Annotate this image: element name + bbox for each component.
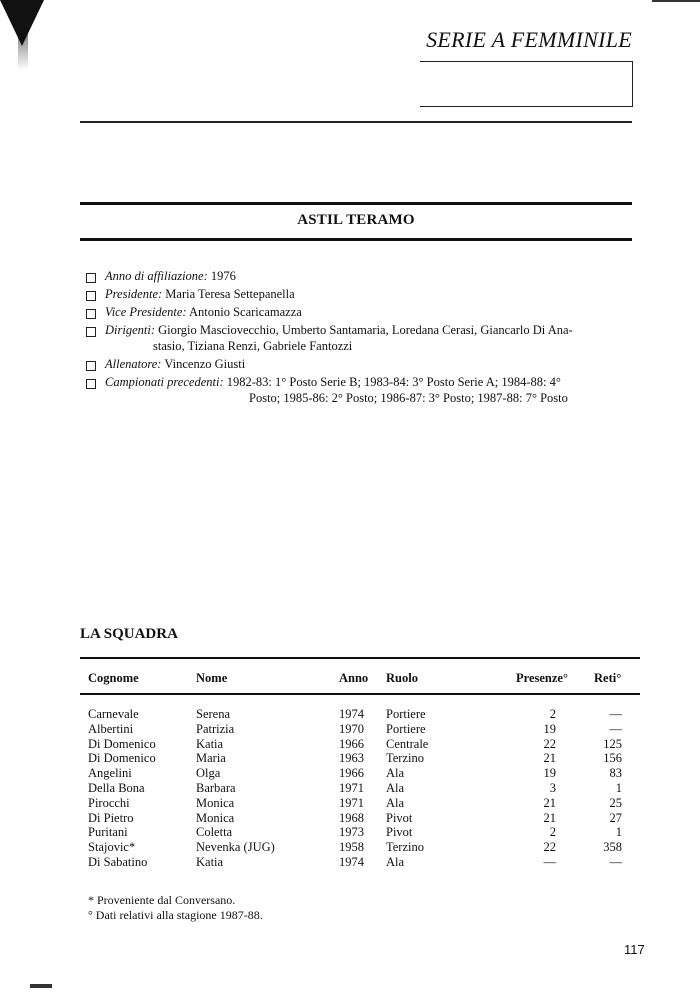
cell-anno: 1966 <box>339 766 364 781</box>
cell-presenze: 19 <box>543 766 556 781</box>
header-divider <box>80 121 632 123</box>
column-header-cognome: Cognome <box>88 671 139 685</box>
info-item-president <box>86 286 646 302</box>
cell-anno: 1968 <box>339 810 364 825</box>
table-row <box>0 840 700 855</box>
table-row <box>0 796 700 811</box>
info-value: Maria Teresa Settepanella <box>165 287 295 301</box>
column-header-presenze: Presenze° <box>516 671 568 685</box>
cell-reti: 1 <box>615 825 622 840</box>
cell-anno: 1958 <box>339 840 364 855</box>
cell-cognome: Angelini <box>88 766 132 781</box>
team-rule-top <box>80 202 632 205</box>
cell-ruolo: Portiere <box>386 721 426 736</box>
cell-nome: Barbara <box>196 780 236 795</box>
cell-cognome: Di Domenico <box>88 751 156 766</box>
cell-cognome: Albertini <box>88 721 134 736</box>
checkbox-square-icon <box>86 273 96 283</box>
cell-nome: Katia <box>196 854 224 869</box>
info-value: 1976 <box>210 269 236 283</box>
table-row <box>0 751 700 766</box>
cell-anno: 1963 <box>339 751 364 766</box>
cell-reti: 25 <box>609 795 622 810</box>
cell-ruolo: Pivot <box>386 810 413 825</box>
cell-ruolo: Ala <box>386 766 405 781</box>
cell-presenze: — <box>543 854 556 869</box>
footnote-transfer: * Proveniente dal Conversano. <box>88 893 236 907</box>
info-item-coach <box>86 356 646 372</box>
cell-nome: Katia <box>196 736 224 751</box>
checkbox-square-icon <box>86 361 96 371</box>
cell-reti: 27 <box>609 810 622 825</box>
table-row <box>0 855 700 870</box>
corner-print-smudge <box>18 0 28 70</box>
cell-anno: 1971 <box>339 780 364 795</box>
cell-reti: 358 <box>603 840 622 855</box>
info-value: Antonio Scaricamazza <box>189 305 302 319</box>
table-row <box>0 825 700 840</box>
column-header-nome: Nome <box>196 671 228 685</box>
cell-reti: 156 <box>603 751 622 766</box>
cell-ruolo: Portiere <box>386 707 426 721</box>
info-label: Presidente: <box>105 287 163 301</box>
roster-rule-top <box>80 657 640 659</box>
footnotes <box>88 893 263 923</box>
cell-presenze: 22 <box>543 736 556 751</box>
info-label: Vice Presidente: <box>105 305 187 319</box>
table-row <box>0 737 700 752</box>
table-row <box>0 766 700 781</box>
cell-ruolo: Ala <box>386 854 405 869</box>
cell-cognome: Di Pietro <box>88 810 134 825</box>
team-rule-bottom <box>80 238 632 241</box>
cell-nome: Monica <box>196 810 235 825</box>
info-item-dirigenti <box>86 322 646 354</box>
cell-ruolo: Terzino <box>386 751 424 766</box>
cell-anno: 1974 <box>339 707 364 721</box>
cell-presenze: 2 <box>549 825 556 840</box>
page-number: 117 <box>624 942 645 957</box>
cell-anno: 1971 <box>339 795 364 810</box>
cell-ruolo: Pivot <box>386 825 413 840</box>
cell-cognome: Stajovic* <box>88 840 136 855</box>
info-value: Giorgio Masciovecchio, Umberto Santamaria, Loredana Cerasi, Giancarlo Di Ana- <box>158 323 573 337</box>
checkbox-square-icon <box>86 291 96 301</box>
info-value: 1982-83: 1° Posto Serie B; 1983-84: 3° Posto Serie A; 1984-88: 4° <box>226 375 561 389</box>
cell-ruolo: Ala <box>386 780 405 795</box>
info-label: Campionati precedenti: <box>105 375 224 389</box>
cell-anno: 1974 <box>339 854 364 869</box>
roster-rule-header <box>80 693 640 695</box>
info-label: Anno di affiliazione: <box>105 269 208 283</box>
roster-table-body <box>0 707 700 870</box>
info-label: Dirigenti: <box>105 323 155 337</box>
cell-ruolo: Centrale <box>386 736 429 751</box>
checkbox-square-icon <box>86 379 96 389</box>
cell-presenze: 3 <box>549 780 556 795</box>
table-row <box>0 707 700 722</box>
cell-nome: Monica <box>196 795 235 810</box>
cell-reti: 125 <box>603 736 622 751</box>
column-header-anno: Anno <box>339 671 369 685</box>
info-item-previous-championships <box>86 374 646 406</box>
cell-cognome: Carnevale <box>88 707 139 721</box>
cell-presenze: 21 <box>543 810 556 825</box>
cell-nome: Coletta <box>196 825 233 840</box>
checkbox-square-icon <box>86 309 96 319</box>
header-box <box>420 61 633 107</box>
cell-nome: Serena <box>196 707 231 721</box>
team-name: ASTIL TERAMO <box>297 212 415 228</box>
cell-reti: 1 <box>615 780 622 795</box>
cell-anno: 1970 <box>339 721 364 736</box>
cell-ruolo: Ala <box>386 795 405 810</box>
cell-reti: — <box>609 721 622 736</box>
cell-nome: Maria <box>196 751 226 766</box>
cell-nome: Nevenka (JUG) <box>196 840 275 855</box>
table-row <box>0 811 700 826</box>
column-header-ruolo: Ruolo <box>386 671 418 685</box>
table-row <box>0 722 700 737</box>
cell-reti: — <box>609 707 622 721</box>
cell-reti: 83 <box>609 766 622 781</box>
cell-presenze: 19 <box>543 721 556 736</box>
cell-nome: Patrizia <box>196 721 235 736</box>
cell-anno: 1973 <box>339 825 364 840</box>
cell-reti: — <box>609 854 622 869</box>
info-value-continued: Posto; 1985-86: 2° Posto; 1986-87: 3° Posto; 1987-88: 7° Posto <box>249 391 568 405</box>
cell-cognome: Puritani <box>88 825 128 840</box>
cell-cognome: Della Bona <box>88 780 145 795</box>
cell-ruolo: Terzino <box>386 840 424 855</box>
team-info-list <box>86 268 646 408</box>
cell-presenze: 22 <box>543 840 556 855</box>
checkbox-square-icon <box>86 327 96 337</box>
cell-nome: Olga <box>196 766 221 781</box>
cell-anno: 1966 <box>339 736 364 751</box>
info-item-affiliation <box>86 268 646 284</box>
cell-cognome: Pirocchi <box>88 795 130 810</box>
info-value-continued: stasio, Tiziana Renzi, Gabriele Fantozzi <box>153 339 353 353</box>
roster-title: LA SQUADRA <box>80 626 178 642</box>
info-label: Allenatore: <box>105 357 162 371</box>
cell-presenze: 21 <box>543 795 556 810</box>
page-header-title: SERIE A FEMMINILE <box>426 27 632 52</box>
info-item-vice-president <box>86 304 646 320</box>
cell-cognome: Di Domenico <box>88 736 156 751</box>
cell-presenze: 21 <box>543 751 556 766</box>
footnote-season: ° Dati relativi alla stagione 1987-88. <box>88 908 263 922</box>
table-row <box>0 781 700 796</box>
column-header-reti: Reti° <box>594 671 622 685</box>
corner-rule <box>652 0 700 2</box>
bottom-print-mark <box>30 984 52 988</box>
info-value: Vincenzo Giusti <box>164 357 246 371</box>
cell-cognome: Di Sabatino <box>88 854 148 869</box>
cell-presenze: 2 <box>549 707 556 721</box>
